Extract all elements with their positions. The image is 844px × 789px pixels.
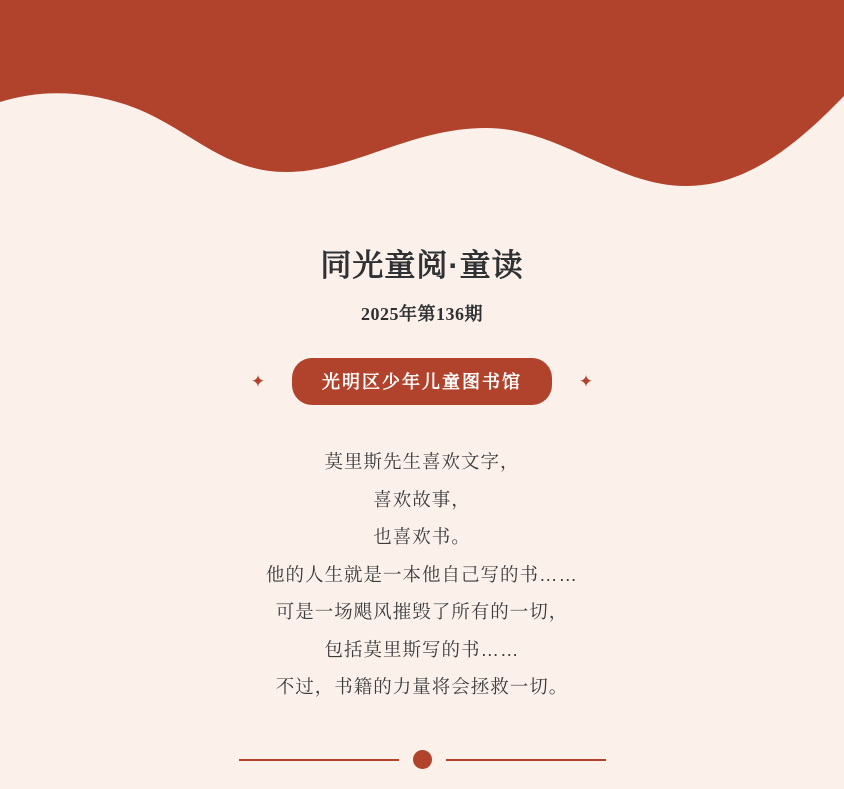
body-text <box>0 443 844 706</box>
divider-dot-icon <box>413 750 432 769</box>
body-line: 他的人生就是一本他自己写的书…… <box>265 563 578 585</box>
footer-divider <box>0 750 844 769</box>
body-line: 喜欢故事， <box>373 488 471 510</box>
organization-row <box>0 358 844 405</box>
decorative-wave-banner <box>0 0 844 230</box>
divider-line-left <box>239 759 399 761</box>
issue-number: 2025年第136期 <box>361 304 483 324</box>
poster-header <box>0 246 844 326</box>
organization-badge: 光明区少年儿童图书馆 <box>292 358 552 405</box>
body-line: 不过，书籍的力量将会拯救一切。 <box>275 676 569 697</box>
body-line: 包括莫里斯写的书…… <box>324 638 520 660</box>
body-line: 可是一场飓风摧毁了所有的一切， <box>275 601 569 622</box>
page-title: 同光童阅·童读 <box>320 248 524 283</box>
body-line: 莫里斯先生喜欢文字， <box>324 451 520 472</box>
divider-line-right <box>446 759 606 761</box>
body-line: 也喜欢书。 <box>373 526 471 547</box>
sparkle-right-icon: ✦ <box>578 372 594 391</box>
sparkle-left-icon: ✦ <box>250 372 266 391</box>
